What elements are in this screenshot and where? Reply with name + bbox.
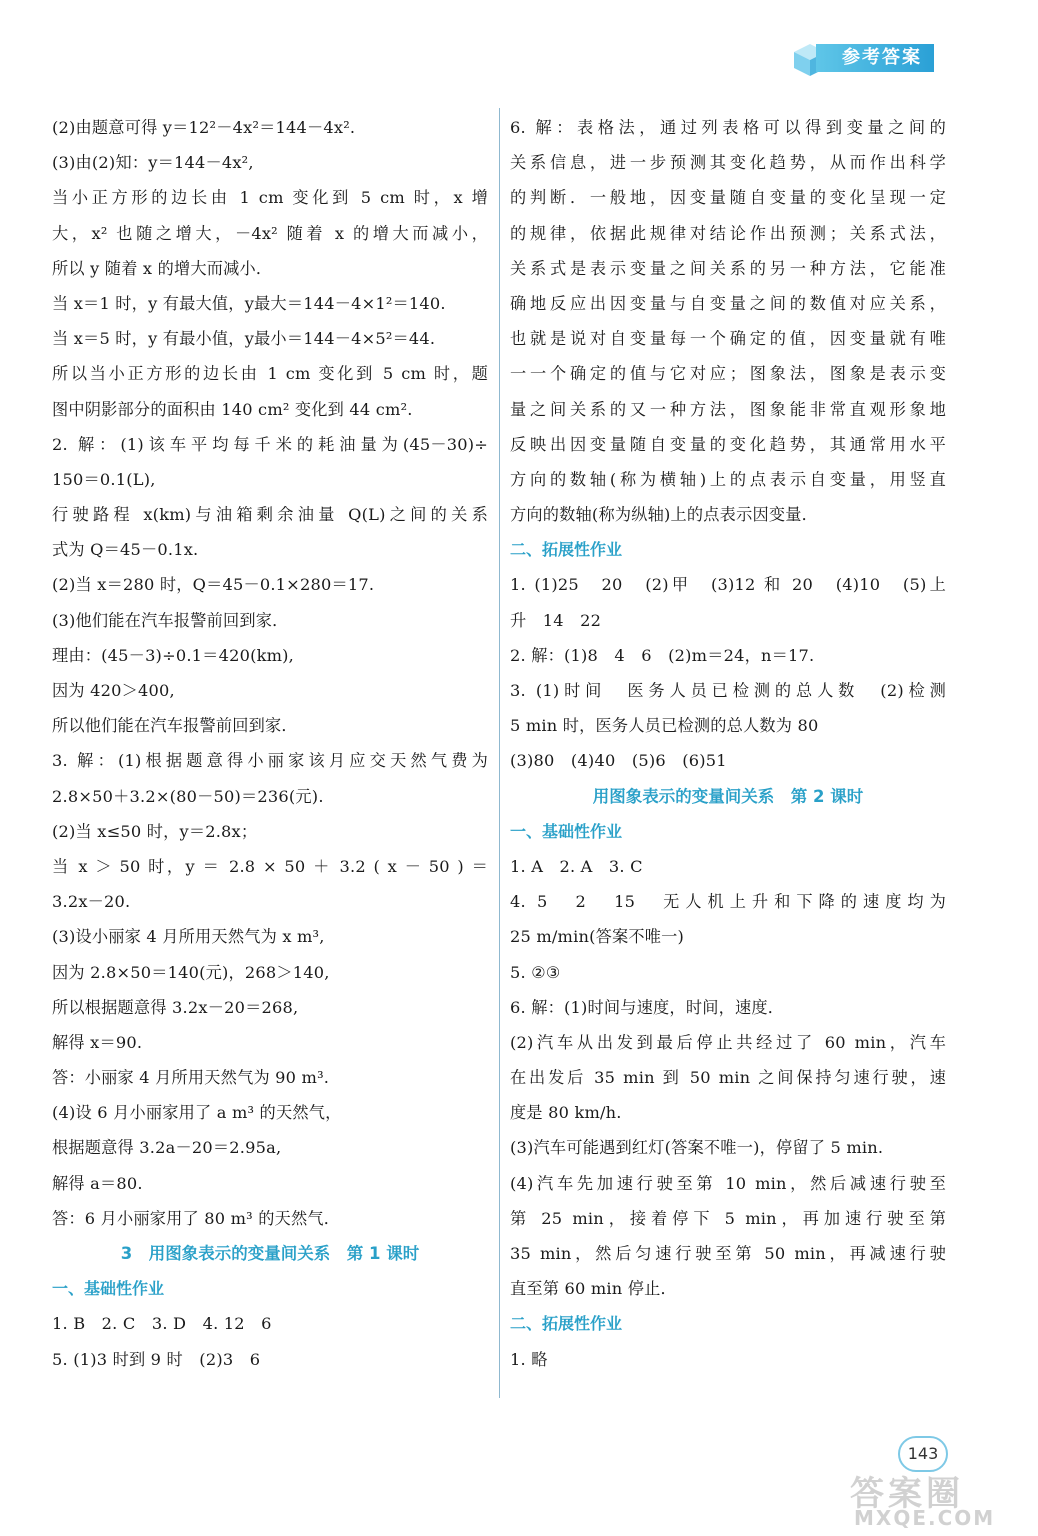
text-line: 1. A 2. A 3. C xyxy=(510,856,643,876)
watermark-logo xyxy=(836,1466,1026,1530)
text-line: 2. 解：(1)8 4 6 (2)m＝24，n＝17. xyxy=(510,645,815,665)
section-heading: 一、基础性作业 xyxy=(510,821,623,841)
text-line: 关系信息，进一步预测其变化趋势，从而作出科学 xyxy=(510,153,946,173)
text-line: 所以他们能在汽车报警前回到家． xyxy=(52,716,298,736)
text-line: 根据题意得 3.2a－20＝2.95a, xyxy=(52,1138,282,1158)
text-line: 答：小丽家 4 月所用天然气为 90 m³. xyxy=(52,1068,330,1088)
text-line: 1. 略 xyxy=(510,1349,548,1369)
text-line: 当 x＝1 时，y 有最大值，y最大＝144－4×1²＝140. xyxy=(52,293,446,313)
text-line: (2)当 x≤50 时，y＝2.8x； xyxy=(52,821,258,841)
text-line: 所以当小正方形的边长由 1 cm 变化到 5 cm 时，题 xyxy=(52,364,488,384)
text-line: 5. ②③ xyxy=(510,962,561,982)
text-line: 方向的数轴(称为纵轴)上的点表示因变量． xyxy=(510,505,819,525)
text-line: 3. (1)时间 医务人员已检测的总人数 (2)检测 xyxy=(510,681,946,700)
left-column xyxy=(52,110,488,1377)
text-line: 当 x＝5 时，y 有最小值，y最小＝144－4×5²＝44. xyxy=(52,329,436,349)
text-line: 方向的数轴(称为横轴)上的点表示自变量，用竖直 xyxy=(510,469,946,489)
text-line: 在出发后 35 min 到 50 min 之间保持匀速行驶，速 xyxy=(510,1068,946,1088)
text-line: 6. 解：表格法，通过列表格可以得到变量之间的 xyxy=(510,118,946,137)
text-line: 大，x² 也随之增大，－4x² 随着 x 的增大而减小， xyxy=(52,223,488,243)
text-line: 图中阴影部分的面积由 140 cm² 变化到 44 cm². xyxy=(52,399,413,419)
page-number: 143 xyxy=(898,1436,948,1472)
section-heading: 二、拓展性作业 xyxy=(510,1314,623,1334)
text-line: 直至第 60 min 停止． xyxy=(510,1279,677,1299)
text-line: 所以 y 随着 x 的增大而减小． xyxy=(52,258,273,278)
text-line: 因为 420＞400, xyxy=(52,681,175,700)
text-line: 1. (1)25 20 (2)甲 (3)12 和 20 (4)10 (5)上 xyxy=(510,575,946,595)
lesson-title: 用图象表示的变量间关系 第 2 课时 xyxy=(592,786,864,806)
section-heading: 二、拓展性作业 xyxy=(510,540,623,560)
text-line: 一一个确定的值与它对应；图象法，图象是表示变 xyxy=(510,364,946,384)
text-line: 6. 解：(1)时间与速度，时间，速度． xyxy=(510,997,785,1017)
text-line: 度是 80 km/h. xyxy=(510,1103,622,1123)
column-divider xyxy=(499,108,500,1398)
text-line: 式为 Q＝45－0.1x. xyxy=(52,540,199,560)
text-line: 的规律，依据此规律对结论作出预测；关系式法， xyxy=(510,223,946,243)
text-line: (3)80 (4)40 (5)6 (6)51 xyxy=(510,751,727,771)
text-line: (4)汽车先加速行驶至第 10 min，然后减速行驶至 xyxy=(510,1173,946,1193)
text-line: (2)汽车从出发到最后停止共经过了 60 min，汽车 xyxy=(510,1032,946,1052)
text-line: 理由：(45－3)÷0.1＝420(km), xyxy=(52,645,295,665)
text-line: (3)由(2)知：y＝144－4x², xyxy=(52,153,254,173)
text-line: 行驶路程 x(km)与油箱剩余油量 Q(L)之间的关系 xyxy=(52,505,488,525)
text-line: 也就是说对自变量每一个确定的值，因变量就有唯 xyxy=(510,329,946,349)
text-line: 2.8×50＋3.2×(80－50)＝236(元). xyxy=(52,786,324,806)
text-line: (4)设 6 月小丽家用了 a m³ 的天然气， xyxy=(52,1103,342,1123)
text-line: 解得 x＝90. xyxy=(52,1032,143,1052)
text-line: 5 min 时，医务人员已检测的总人数为 80 xyxy=(510,716,819,736)
text-line: 答：6 月小丽家用了 80 m³ 的天然气． xyxy=(52,1208,341,1228)
text-line: 确地反应出因变量与自变量之间的数值对应关系， xyxy=(510,293,946,313)
text-line: 解得 a＝80. xyxy=(52,1173,143,1193)
text-line: (2)由题意可得 y＝12²－4x²＝144－4x². xyxy=(52,118,356,137)
text-line: 因为 2.8×50＝140(元)，268＞140, xyxy=(52,962,330,982)
text-line: 4. 5 2 15 无人机上升和下降的速度均为 xyxy=(510,892,946,912)
text-line: 5. (1)3 时到 9 时 (2)3 6 xyxy=(52,1349,261,1369)
text-line: (3)设小丽家 4 月所用天然气为 x m³, xyxy=(52,927,325,947)
text-line: 关系式是表示变量之间关系的另一种方法，它能准 xyxy=(510,258,946,278)
text-line: 升 14 22 xyxy=(510,610,602,630)
text-line: 所以根据题意得 3.2x－20＝268, xyxy=(52,997,299,1017)
text-line: 当小正方形的边长由 1 cm 变化到 5 cm 时，x 增 xyxy=(52,188,488,208)
text-line: 第 25 min，接着停下 5 min，再加速行驶至第 xyxy=(510,1208,946,1228)
text-line: 150＝0.1(L), xyxy=(52,469,156,489)
text-line: 2. 解：(1)该车平均每千米的耗油量为(45－30)÷ xyxy=(52,434,488,454)
text-line: 1. B 2. C 3. D 4. 12 6 xyxy=(52,1314,272,1334)
answer-key-tab xyxy=(792,38,940,78)
watermark-sub: MXQE.COM xyxy=(854,1506,996,1530)
text-line: (3)汽车可能遇到红灯(答案不唯一)，停留了 5 min. xyxy=(510,1138,884,1158)
text-line: 3.2x－20. xyxy=(52,892,131,912)
text-line: 的判断．一般地，因变量随自变量的变化呈现一定 xyxy=(510,188,946,208)
right-column xyxy=(510,110,946,1377)
text-line: 反映出因变量随自变量的变化趋势，其通常用水平 xyxy=(510,434,946,454)
lesson-title: 3 用图象表示的变量间关系 第 1 课时 xyxy=(120,1244,420,1263)
section-heading: 一、基础性作业 xyxy=(52,1279,165,1299)
text-line: (3)他们能在汽车报警前回到家． xyxy=(52,610,289,630)
text-line: 35 min，然后匀速行驶至第 50 min，再减速行驶 xyxy=(510,1244,946,1263)
text-line: 25 m/min(答案不唯一) xyxy=(510,927,685,947)
watermark-main: 答案圈 xyxy=(850,1474,964,1514)
text-line: 3. 解：(1)根据题意得小丽家该月应交天然气费为 xyxy=(52,751,488,771)
text-line: 当 x ＞ 50 时，y ＝ 2.8 × 50 ＋ 3.2 ( x － 50 ) ＝ xyxy=(52,856,488,876)
text-line: (2)当 x＝280 时，Q＝45－0.1×280＝17. xyxy=(52,575,375,595)
tab-label: 参考答案 xyxy=(816,44,934,72)
text-line: 量之间关系的又一种方法，图象能非常直观形象地 xyxy=(510,399,946,419)
